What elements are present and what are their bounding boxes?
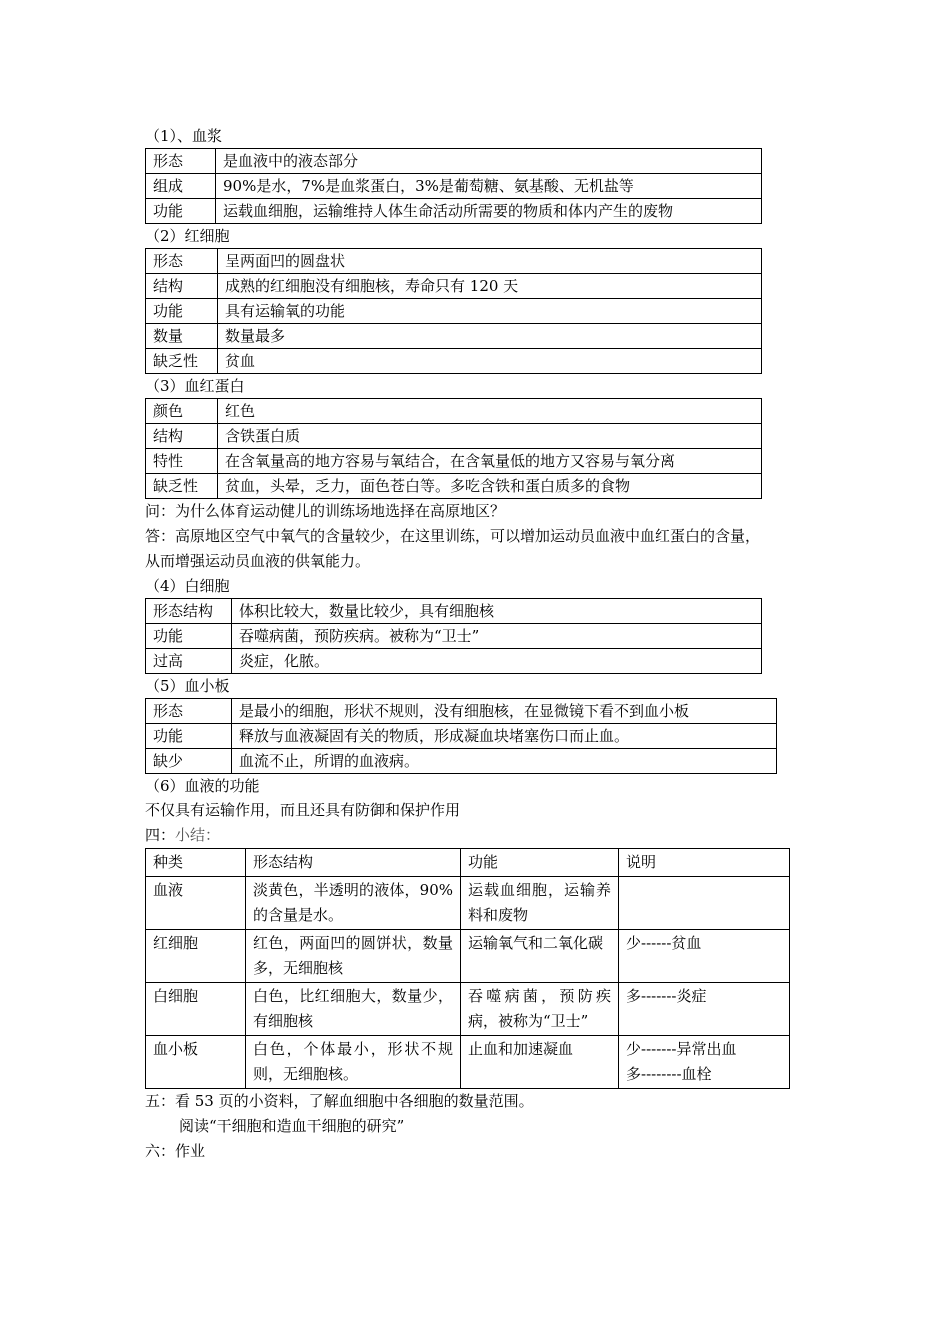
summary-heading-label: 小结： [175,826,221,844]
platelet-heading: （5）血小板 [145,677,230,695]
table-row [146,249,762,274]
row-label: 过高 [146,649,232,674]
plasma-table [145,148,762,224]
row-label: 缺少 [146,749,232,774]
row-label: 形态 [146,149,216,174]
note-line: 少-------异常出血 [626,1040,737,1058]
hemoglobin-heading: （3）血红蛋白 [145,377,245,395]
table-row [146,199,762,224]
row-label: 缺乏性 [146,349,218,374]
row-value: 贫血 [218,349,762,374]
row-value: 数量最多 [218,324,762,349]
blood-function-text: 不仅具有运输作用，而且还具有防御和保护作用 [145,801,461,819]
table-row [146,474,762,499]
row-label: 数量 [146,324,218,349]
rbc-heading: （2）红细胞 [145,227,230,245]
rbc-table [145,248,762,374]
row-label: 形态 [146,249,218,274]
document-page [145,124,805,1164]
row-value: 运载血细胞，运输维持人体生命活动所需要的物质和体内产生的废物 [216,199,762,224]
row-label: 功能 [146,299,218,324]
table-row [146,1036,790,1089]
plasma-heading: （1）、血浆 [145,127,223,145]
row-value: 吞噬病菌，预防疾病。被称为“卫士” [232,624,762,649]
row-label: 缺乏性 [146,474,218,499]
cell-note [619,930,790,983]
column-header: 形态结构 [246,849,461,877]
summary-table [145,848,790,1089]
table-row [146,324,762,349]
cell-note [619,983,790,1036]
table-row [146,299,762,324]
hemoglobin-table [145,398,762,499]
cell-type: 红细胞 [146,930,246,983]
cell-type: 白细胞 [146,983,246,1036]
row-label: 形态 [146,699,232,724]
row-value: 贫血，头晕，乏力，面色苍白等。多吃含铁和蛋白质多的食物 [218,474,762,499]
summary-heading [145,823,805,848]
cell-structure: 淡黄色，半透明的液体，90%的含量是水。 [246,877,461,930]
row-value: 血流不止，所谓的血液病。 [232,749,777,774]
answer-text-line2: 从而增强运动员血液的供氧能力。 [145,552,371,570]
cell-note [619,1036,790,1089]
row-label: 结构 [146,424,218,449]
table-row [146,624,762,649]
cell-structure: 白色，个体最小，形状不规则，无细胞核。 [246,1036,461,1089]
row-label: 颜色 [146,399,218,424]
row-label: 特性 [146,449,218,474]
cell-type: 血液 [146,877,246,930]
row-value: 是最小的细胞，形状不规则，没有细胞核，在显微镜下看不到血小板 [232,699,777,724]
row-label: 形态结构 [146,599,232,624]
table-row [146,649,762,674]
table-row [146,699,777,724]
cell-function: 止血和加速凝血 [461,1036,619,1089]
blood-function-heading: （6）血液的功能 [145,777,260,795]
note-line: 少------贫血 [626,934,702,952]
row-value: 含铁蛋白质 [218,424,762,449]
row-value: 释放与血液凝固有关的物质，形成凝血块堵塞伤口而止血。 [232,724,777,749]
table-row [146,174,762,199]
column-header: 说明 [619,849,790,877]
row-value: 具有运输氧的功能 [218,299,762,324]
row-value: 呈两面凹的圆盘状 [218,249,762,274]
cell-function: 运载血细胞，运输养料和废物 [461,877,619,930]
row-value: 成熟的红细胞没有细胞核，寿命只有 120 天 [218,274,762,299]
column-header: 种类 [146,849,246,877]
table-row [146,149,762,174]
row-label: 功能 [146,724,232,749]
row-value: 体积比较大，数量比较少，具有细胞核 [232,599,762,624]
row-value: 炎症，化脓。 [232,649,762,674]
column-header: 功能 [461,849,619,877]
row-label: 组成 [146,174,216,199]
cell-structure: 红色，两面凹的圆饼状，数量多，无细胞核 [246,930,461,983]
wbc-heading: （4）白细胞 [145,577,230,595]
note-line: 多--------血栓 [626,1065,712,1083]
table-row [146,424,762,449]
row-label: 结构 [146,274,218,299]
section6-text: 六：作业 [145,1142,206,1160]
cell-function: 运输氧气和二氧化碳 [461,930,619,983]
cell-structure: 白色，比红细胞大，数量少，有细胞核 [246,983,461,1036]
row-value: 90%是水，7%是血浆蛋白，3%是葡萄糖、氨基酸、无机盐等 [216,174,762,199]
table-header-row [146,849,790,877]
cell-function: 吞噬病菌，预防疾病，被称为“卫士” [461,983,619,1036]
section5-line1: 五：看 53 页的小资料，了解血细胞中各细胞的数量范围。 [145,1092,534,1110]
table-row [146,983,790,1036]
cell-type: 血小板 [146,1036,246,1089]
table-row [146,349,762,374]
wbc-table [145,598,762,674]
summary-heading-prefix: 四： [145,826,176,844]
platelet-table [145,698,777,774]
answer-text-line1: 答：高原地区空气中氧气的含量较少，在这里训练，可以增加运动员血液中血红蛋白的含量， [145,527,761,545]
table-row [146,877,790,930]
note-line: 多-------炎症 [626,987,707,1005]
table-row [146,724,777,749]
table-row [146,399,762,424]
table-row [146,599,762,624]
table-row [146,749,777,774]
row-value: 红色 [218,399,762,424]
table-row [146,274,762,299]
row-label: 功能 [146,199,216,224]
table-row [146,449,762,474]
row-label: 功能 [146,624,232,649]
row-value: 是血液中的液态部分 [216,149,762,174]
cell-note [619,877,790,930]
table-row [146,930,790,983]
question-text: 问：为什么体育运动健儿的训练场地选择在高原地区？ [145,502,506,520]
section5-line2: 阅读“干细胞和造血干细胞的研究” [179,1117,405,1135]
row-value: 在含氧量高的地方容易与氧结合，在含氧量低的地方又容易与氧分离 [218,449,762,474]
